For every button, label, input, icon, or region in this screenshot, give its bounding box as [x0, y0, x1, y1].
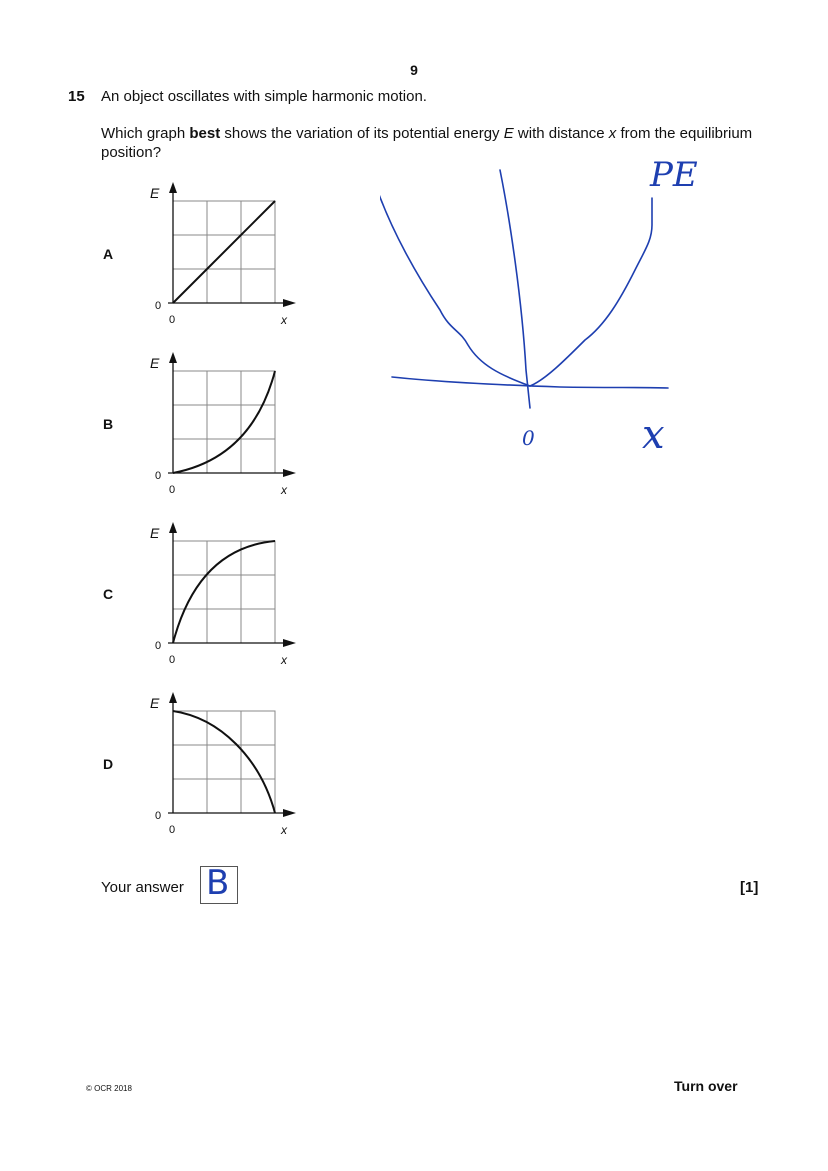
- prompt-part: Which graph: [101, 125, 190, 142]
- origin-y-label: 0: [155, 470, 162, 482]
- y-axis-label: E: [150, 695, 160, 711]
- grid: [173, 371, 275, 473]
- origin-y-label: 0: [155, 810, 162, 822]
- curve: [173, 711, 275, 813]
- prompt-emphasis: best: [189, 125, 221, 142]
- sketch-right-branch: [530, 198, 652, 386]
- x-axis-arrow: [283, 299, 296, 307]
- answer-box[interactable]: [200, 863, 238, 904]
- your-answer-label: Your answer: [101, 879, 184, 896]
- option-c-label: C: [103, 586, 114, 602]
- option-a-label: A: [103, 246, 114, 262]
- question-text: An object oscillates with simple harmonic motion.: [101, 88, 427, 105]
- option-d-graph: [140, 688, 305, 848]
- y-axis-arrow: [169, 522, 177, 533]
- origin-x-label: 0: [169, 824, 176, 836]
- origin-y-label: 0: [155, 300, 162, 312]
- prompt-variable-x: x: [608, 125, 617, 142]
- y-axis-arrow: [169, 182, 177, 193]
- prompt-part: from the equilibrium position?: [101, 125, 753, 161]
- option-a-graph: [140, 178, 305, 338]
- question-number: 15: [68, 88, 85, 105]
- y-axis-label: E: [150, 185, 160, 201]
- curve: [173, 371, 275, 473]
- origin-x-label: 0: [169, 484, 176, 496]
- option-b-graph: [140, 348, 305, 508]
- y-axis-label: E: [150, 355, 160, 371]
- sketch-y-axis: [500, 170, 530, 408]
- prompt-part: with distance: [513, 125, 609, 142]
- origin-y-label: 0: [155, 640, 162, 652]
- y-axis-label: E: [150, 525, 160, 541]
- prompt-part: shows the variation of its potential energy: [220, 125, 504, 142]
- x-axis-arrow: [283, 809, 296, 817]
- x-axis-label: x: [281, 483, 287, 497]
- handwritten-pe-sketch: [380, 140, 740, 470]
- origin-x-label: 0: [169, 314, 176, 326]
- curve: [173, 201, 275, 303]
- sketch-x-label: x: [642, 412, 665, 458]
- x-axis-label: x: [281, 313, 287, 327]
- y-axis-arrow: [169, 352, 177, 363]
- grid: [173, 541, 275, 643]
- page-number: 9: [410, 62, 418, 78]
- x-axis-arrow: [283, 469, 296, 477]
- x-axis-arrow: [283, 639, 296, 647]
- sketch-pe-label: PE: [650, 155, 698, 195]
- origin-x-label: 0: [169, 654, 176, 666]
- copyright: © OCR 2018: [86, 1084, 132, 1093]
- x-axis-label: x: [281, 653, 287, 667]
- curve: [173, 541, 275, 643]
- y-axis-arrow: [169, 692, 177, 703]
- option-b-label: B: [103, 416, 114, 432]
- option-d-label: D: [103, 756, 114, 772]
- handwritten-answer: B: [206, 863, 230, 903]
- turn-over-label: Turn over: [674, 1078, 738, 1094]
- sketch-origin-label: 0: [522, 426, 535, 450]
- prompt-variable-e: E: [503, 125, 514, 142]
- x-axis-label: x: [281, 823, 287, 837]
- option-c-graph: [140, 518, 305, 678]
- grid: [173, 711, 275, 813]
- marks-allocation: [1]: [740, 879, 759, 896]
